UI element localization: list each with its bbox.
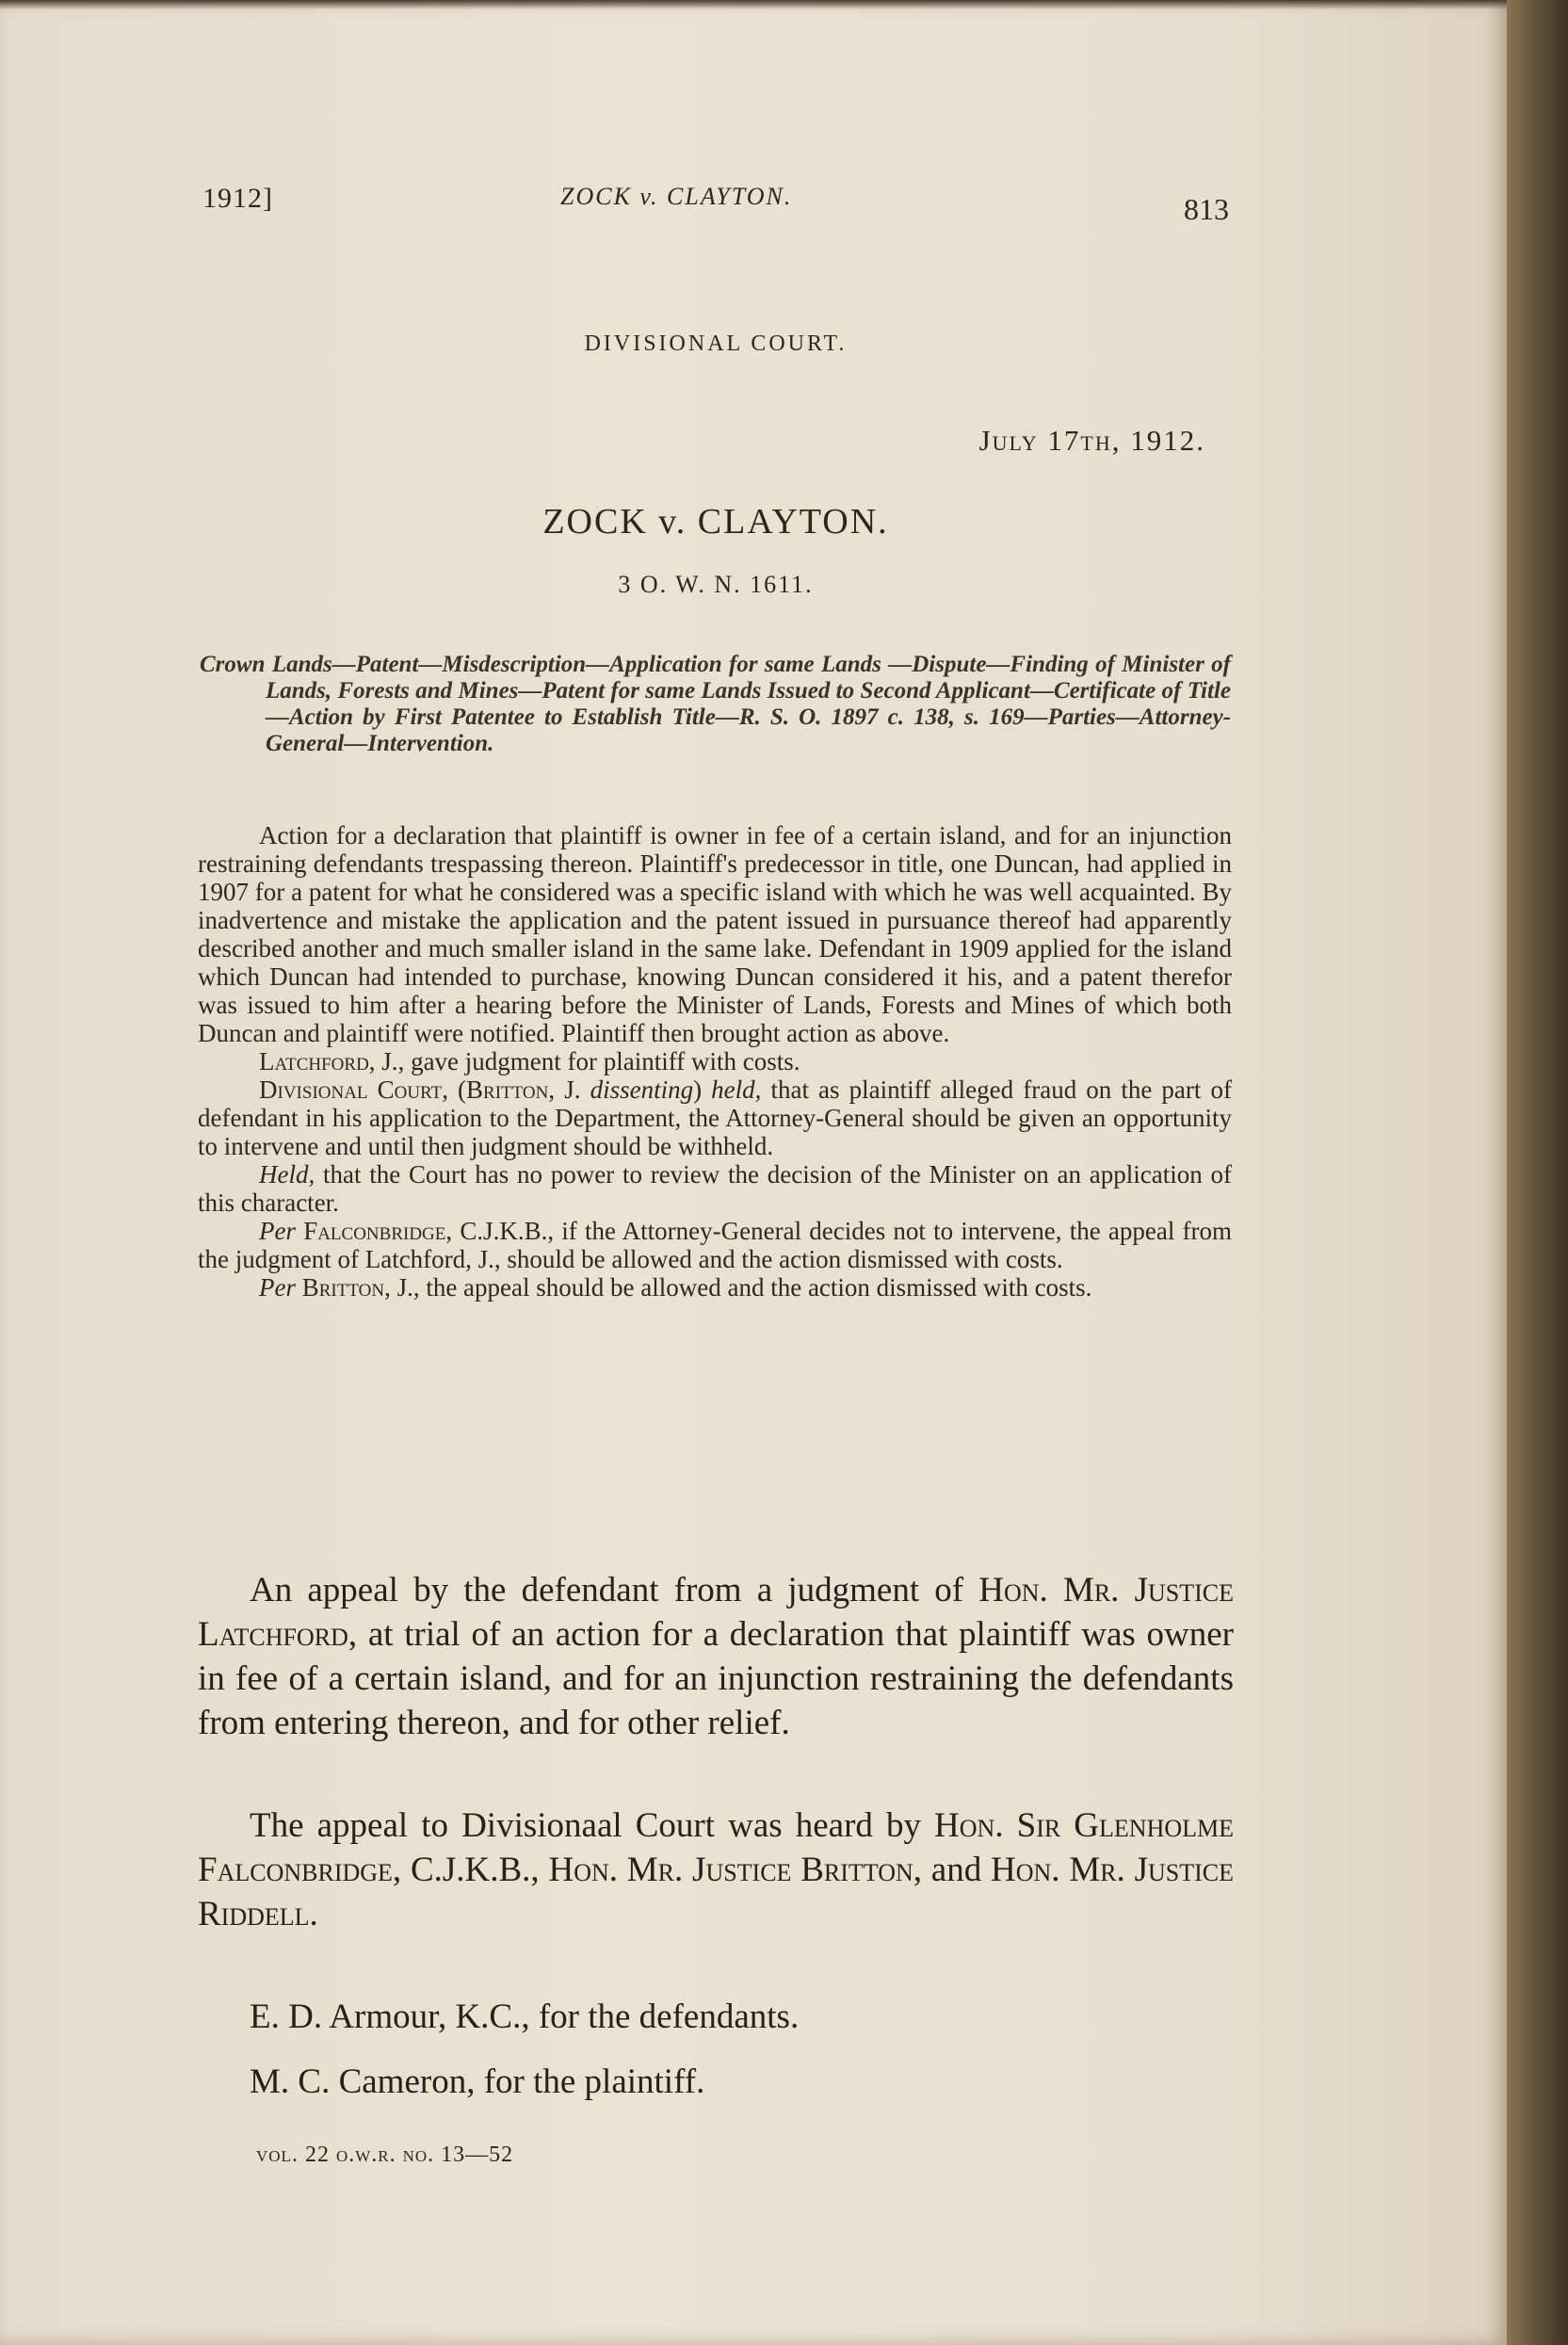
summary-text: , J., the appeal should be allowed and the action dismissed with costs. <box>384 1273 1092 1302</box>
judge-name: Britton <box>301 1273 385 1302</box>
counsel-line: E. D. Armour, K.C., for the defendants. <box>250 1997 800 2036</box>
body-text: , at trial of an action for a declaration that plaintiff was owner in fee of a certain island, and for an injunction restraining the defendants from entering thereon, and for other relief. <box>198 1615 1234 1742</box>
summary-text: Action for a declaration that plaintiff is owner in fee of a certain island, and for an injunction restraining defendants trespassing thereon. Plaintiff's predecessor in title, one Duncan, had applied in 1907 for a patent for what he considered was a specific island with which he was well acquainted. By inadvertence and mistake the application and the patent issued in pursuance thereof had apparently described another and much smaller island in the same lake. Defendant in 1909 applied for the island which Duncan had intended to purchase, knowing Duncan considered it his, and a patent therefor was issued to him after a hearing before the Minister of Lands, Forests and Mines of which both Duncan and plaintiff were notified. Plaintiff then brought action as above. <box>198 821 1232 1047</box>
court-name: Divisional Court, <box>259 1075 448 1104</box>
running-head <box>202 177 1229 224</box>
summary-text: ( <box>447 1075 467 1104</box>
summary-paragraph <box>198 1217 1232 1273</box>
per-label: Per <box>259 1273 296 1302</box>
headnote-text: Crown Lands—Patent—Misdescription—Application for same Lands —Dispute—Finding of Minister of Lands, Forests and Mines—Patent for same Lands Issued to Second Applicant—Certificate of Title—Action by First Patentee to Establish Title—R. S. O. 1897 c. 138, s. 169—Parties—Attorney-General—Intervention. <box>200 652 1231 756</box>
dissent-note: dissenting <box>590 1075 694 1104</box>
summary-text: , gave judgment for plaintiff with costs. <box>397 1047 800 1075</box>
body-text: The appeal to Divisionaal Court was heard by <box>250 1806 935 1845</box>
summary-paragraph <box>198 821 1232 1047</box>
judge-name: Hon. Mr. Justice Riddell <box>198 1851 1234 1933</box>
body-text: . <box>309 1895 318 1933</box>
per-label: Per <box>259 1217 296 1245</box>
summary-paragraph <box>198 1160 1232 1217</box>
summary-text: that as plaintiff alleged fraud on the part of defendant in his application to the Department, the Attorney-General should be given an opportunity to intervene and until then judgment should be withheld. <box>198 1075 1232 1160</box>
body-text: , and <box>913 1851 992 1889</box>
summary-text: , C.J.K.B., if the Attorney-General decides not to intervene, the appeal from the judgment of Latchford, J., should be allowed and the action dismissed with costs. <box>198 1217 1232 1273</box>
page-top-shadow <box>0 0 1507 9</box>
summary-text: ) <box>693 1075 712 1104</box>
book-page-edge <box>1507 0 1568 2345</box>
body-text: , C.J.K.B., <box>392 1851 549 1889</box>
headnote <box>200 652 1231 757</box>
decision-date: July 17th, 1912. <box>978 424 1205 457</box>
case-citation: 3 O. W. N. 1611. <box>618 571 814 598</box>
body-text: An appeal by the defendant from a judgment of <box>250 1571 979 1609</box>
body-paragraph <box>198 1803 1234 1936</box>
report-body <box>198 1568 1234 2125</box>
page-number: 813 <box>1184 192 1229 226</box>
running-head-title: ZOCK v. CLAYTON. <box>560 183 793 210</box>
counsel-line: M. C. Cameron, for the plaintiff. <box>250 2062 705 2101</box>
judge-name: Falconbridge <box>303 1217 446 1245</box>
judge-name: Latchford, J. <box>259 1047 398 1075</box>
held-label: Held, <box>259 1160 315 1189</box>
summary-paragraph <box>198 1047 1232 1075</box>
judge-name: Hon. Sir Glenholme Falconbridge <box>198 1806 1234 1889</box>
summary-paragraph <box>198 1075 1232 1160</box>
court-heading: DIVISIONAL COURT. <box>584 332 848 356</box>
case-summary <box>198 821 1232 1302</box>
judge-name: Britton <box>466 1075 549 1104</box>
judge-name: Hon. Mr. Justice Britton <box>548 1851 913 1889</box>
summary-text: that the Court has no power to review the decision of the Minister on an application of this character. <box>198 1160 1232 1217</box>
summary-paragraph <box>198 1273 1232 1302</box>
held-label: held, <box>711 1075 762 1104</box>
judge-name: Hon. Mr. Justice Latchford <box>198 1571 1234 1654</box>
signature-mark: vol. 22 o.w.r. no. 13—52 <box>256 2143 514 2167</box>
body-paragraph <box>198 1568 1234 1745</box>
running-head-year: 1912] <box>202 183 273 214</box>
summary-text: , J. <box>548 1075 590 1104</box>
case-title: ZOCK v. CLAYTON. <box>542 502 889 542</box>
